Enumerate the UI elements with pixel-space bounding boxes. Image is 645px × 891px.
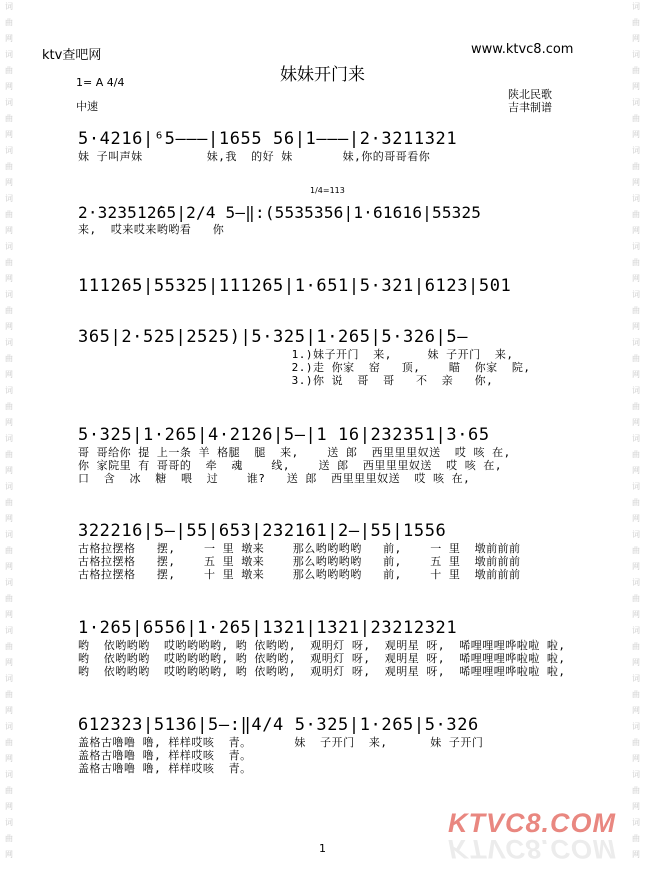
lyric-line: 口 含 冰 糖 喂 过 谁? 送 郎 西里里里奴送 哎 咳 在, — [78, 472, 471, 485]
tempo-text: 中速 — [76, 100, 98, 113]
site-url-right: www.ktvc8.com — [471, 42, 574, 57]
watermark-glyph: 曲 — [5, 786, 13, 795]
watermark-glyph: 词 — [5, 242, 13, 251]
watermark-glyph: 网 — [5, 562, 13, 571]
notation-row: 612323|5136|5—:‖4/4 5·325|1·265|5·326 — [78, 715, 479, 735]
page-number: 1 — [319, 842, 326, 855]
watermark-glyph: 曲 — [632, 306, 640, 315]
watermark-glyph: 网 — [632, 130, 640, 139]
watermark-glyph: 词 — [5, 146, 13, 155]
watermark-glyph: 曲 — [632, 786, 640, 795]
lyric-line: 古格拉摆格 摆, 十 里 墩来 那么哟哟哟哟 前, 十 里 墩前前前 — [78, 568, 521, 581]
watermark-glyph: 网 — [5, 706, 13, 715]
watermark-glyph: 曲 — [5, 546, 13, 555]
watermark-glyph: 网 — [632, 370, 640, 379]
watermark-glyph: 曲 — [632, 66, 640, 75]
watermark-glyph: 网 — [632, 274, 640, 283]
watermark-glyph: 曲 — [632, 210, 640, 219]
watermark-glyph: 词 — [5, 626, 13, 635]
watermark-glyph: 曲 — [5, 642, 13, 651]
arranger-credit: 吉聿制谱 — [508, 101, 552, 114]
watermark-glyph: 网 — [632, 322, 640, 331]
site-name-left: ktv查吧网 — [42, 48, 102, 63]
watermark-glyph: 网 — [632, 706, 640, 715]
watermark-glyph: 曲 — [5, 18, 13, 27]
watermark-glyph: 词 — [632, 2, 640, 11]
notation-row: 5·4216|⁶5———|1655 56|1———|2·3211321 — [78, 129, 458, 149]
watermark-glyph: 词 — [632, 482, 640, 491]
watermark-glyph: 曲 — [632, 114, 640, 123]
watermark-glyph: 曲 — [632, 834, 640, 843]
watermark-glyph: 词 — [632, 626, 640, 635]
watermark-glyph: 网 — [632, 226, 640, 235]
watermark-glyph: 网 — [632, 418, 640, 427]
watermark-glyph: 网 — [632, 562, 640, 571]
watermark-glyph: 曲 — [5, 210, 13, 219]
watermark-glyph: 曲 — [5, 738, 13, 747]
watermark-glyph: 词 — [632, 722, 640, 731]
lyric-line: 你 家院里 有 哥哥的 牵 魂 线, 送 郎 西里里里奴送 哎 咳 在, — [78, 459, 502, 472]
watermark-glyph: 网 — [5, 466, 13, 475]
staff-line-4 — [78, 326, 574, 387]
watermark-glyph: 曲 — [5, 594, 13, 603]
watermark-glyph: 词 — [632, 386, 640, 395]
watermark-glyph: 曲 — [632, 354, 640, 363]
watermark-glyph: 词 — [5, 578, 13, 587]
watermark-glyph: 词 — [632, 146, 640, 155]
watermark-glyph: 词 — [632, 242, 640, 251]
watermark-glyph: 网 — [632, 178, 640, 187]
watermark-glyph: 网 — [5, 418, 13, 427]
watermark-glyph: 词 — [5, 482, 13, 491]
watermark-glyph: 曲 — [5, 402, 13, 411]
lyric-line: 2.)走 你家 窑 顶, 瞄 你家 院, — [78, 361, 531, 374]
key-signature: 1= A 4/4 — [76, 76, 125, 89]
staff-line-1 — [78, 128, 574, 163]
watermark-glyph: 曲 — [5, 114, 13, 123]
notation-row: 1·265|6556|1·265|1321|1321|23212321 — [78, 618, 458, 638]
watermark-glyph: 网 — [632, 466, 640, 475]
watermark-glyph: 网 — [632, 754, 640, 763]
watermark-glyph: 词 — [5, 2, 13, 11]
site-logo — [448, 808, 617, 868]
watermark-glyph: 网 — [632, 610, 640, 619]
watermark-glyph: 词 — [632, 674, 640, 683]
watermark-glyph: 词 — [632, 818, 640, 827]
lyric-line: 3.)你 说 哥 哥 不 亲 你, — [78, 374, 494, 387]
watermark-glyph: 词 — [5, 338, 13, 347]
watermark-glyph: 网 — [5, 178, 13, 187]
watermark-glyph: 曲 — [632, 258, 640, 267]
watermark-glyph: 曲 — [632, 690, 640, 699]
metronome-mark: 1/4=113 — [310, 186, 345, 195]
watermark-glyph: 词 — [632, 578, 640, 587]
staff-line-2 — [78, 201, 574, 236]
watermark-glyph: 网 — [632, 850, 640, 859]
lyric-line: 古格拉摆格 摆, 五 里 墩来 那么哟哟哟哟 前, 五 里 墩前前前 — [78, 555, 521, 568]
watermark-glyph: 词 — [632, 50, 640, 59]
watermark-glyph: 网 — [5, 274, 13, 283]
song-origin: 陕北民歌 — [508, 88, 552, 101]
watermark-glyph: 曲 — [632, 18, 640, 27]
watermark-glyph: 网 — [5, 658, 13, 667]
staff-line-7 — [78, 617, 574, 678]
watermark-glyph: 词 — [5, 290, 13, 299]
logo-text: KTVC8.COM — [448, 808, 617, 838]
watermark-glyph: 曲 — [5, 690, 13, 699]
watermark-glyph: 曲 — [632, 498, 640, 507]
staff-line-6 — [78, 520, 574, 581]
watermark-glyph: 曲 — [632, 162, 640, 171]
watermark-glyph: 词 — [5, 722, 13, 731]
watermark-glyph: 曲 — [5, 306, 13, 315]
notation-row: 322216|5—|55|653|232161|2—|55|1556 — [78, 521, 447, 541]
watermark-glyph: 网 — [632, 514, 640, 523]
watermark-glyph: 曲 — [5, 498, 13, 507]
lyric-line: 哟 依哟哟哟 哎哟哟哟哟, 哟 依哟哟, 观明灯 呀, 观明星 呀, 唏哩哩哩哗啦啦 啦, — [78, 652, 566, 665]
watermark-glyph: 曲 — [5, 162, 13, 171]
lyric-line: 哟 依哟哟哟 哎哟哟哟哟, 哟 依哟哟, 观明灯 呀, 观明星 呀, 唏哩哩哩哗啦啦 啦, — [78, 665, 566, 678]
staff-line-5 — [78, 424, 574, 485]
watermark-glyph: 词 — [5, 770, 13, 779]
lyric-line: 古格拉摆格 摆, 一 里 墩来 那么哟哟哟哟 前, 一 里 墩前前前 — [78, 542, 521, 555]
watermark-glyph: 网 — [5, 130, 13, 139]
watermark-glyph: 网 — [632, 658, 640, 667]
staff-line-8 — [78, 714, 574, 775]
watermark-glyph: 网 — [5, 34, 13, 43]
watermark-glyph: 词 — [5, 98, 13, 107]
watermark-glyph: 词 — [5, 434, 13, 443]
notation-row: 5·325|1·265|4·2126|5—|1 16|232351|3·65 — [78, 425, 490, 445]
lyric-line: 妹 子叫声妹 妹,我 的好 妹 妹,你的哥哥看你 — [78, 150, 431, 163]
lyric-line: 哟 依哟哟哟 哎哟哟哟哟, 哟 依哟哟, 观明灯 呀, 观明星 呀, 唏哩哩哩哗啦啦 啦, — [78, 639, 566, 652]
song-title: 妹妹开门来 — [280, 65, 365, 85]
watermark-glyph: 网 — [632, 34, 640, 43]
watermark-glyph: 词 — [5, 386, 13, 395]
watermark-glyph: 曲 — [5, 450, 13, 459]
watermark-glyph: 网 — [5, 322, 13, 331]
lyric-line: 哥 哥给你 提 上一条 羊 格腿 腿 来, 送 郎 西里里里奴送 哎 咳 在, — [78, 446, 511, 459]
watermark-glyph: 词 — [5, 674, 13, 683]
lyric-line: 盖格古噜噜 噜, 样样哎咳 青。 妹 子开门 来, 妹 子开门 — [78, 736, 484, 749]
watermark-glyph: 曲 — [632, 738, 640, 747]
watermark-glyph: 词 — [632, 434, 640, 443]
watermark-column-left — [2, 0, 16, 891]
lyric-line: 盖格古噜噜 噜, 样样哎咳 青。 — [78, 749, 252, 762]
watermark-glyph: 曲 — [632, 450, 640, 459]
watermark-glyph: 曲 — [5, 834, 13, 843]
watermark-glyph: 网 — [632, 82, 640, 91]
watermark-glyph: 曲 — [632, 642, 640, 651]
watermark-glyph: 曲 — [632, 594, 640, 603]
watermark-glyph: 曲 — [5, 354, 13, 363]
watermark-glyph: 网 — [5, 514, 13, 523]
watermark-glyph: 词 — [632, 530, 640, 539]
watermark-glyph: 网 — [5, 802, 13, 811]
watermark-glyph: 网 — [632, 802, 640, 811]
lyric-line: 1.)妹子开门 来, 妹 子开门 来, — [78, 348, 514, 361]
watermark-glyph: 网 — [5, 82, 13, 91]
watermark-glyph: 词 — [632, 194, 640, 203]
watermark-glyph: 词 — [632, 770, 640, 779]
watermark-glyph: 网 — [5, 754, 13, 763]
watermark-glyph: 曲 — [5, 66, 13, 75]
watermark-glyph: 曲 — [632, 546, 640, 555]
watermark-glyph: 网 — [5, 610, 13, 619]
notation-row: 2·323512̇65|2/4 5—‖:(5535356|1·61616|55325 — [78, 202, 482, 222]
watermark-glyph: 词 — [5, 818, 13, 827]
watermark-glyph: 网 — [5, 226, 13, 235]
watermark-glyph: 词 — [5, 50, 13, 59]
staff-line-3 — [78, 275, 574, 297]
lyric-line: 盖格古噜噜 噜, 样样哎咳 青。 — [78, 762, 252, 775]
notation-row: 365|2·525|2525)|5·325|1·265|5·326|5— — [78, 327, 469, 347]
lyric-line: 来, 哎来哎来哟哟看 你 — [78, 223, 225, 236]
watermark-glyph: 曲 — [632, 402, 640, 411]
watermark-glyph: 词 — [5, 194, 13, 203]
watermark-glyph: 词 — [5, 530, 13, 539]
notation-row: 111265|55325|111265|1·651|5·321|6123|501 — [78, 276, 512, 296]
watermark-glyph: 网 — [5, 850, 13, 859]
watermark-column-right — [629, 0, 643, 891]
watermark-glyph: 网 — [5, 370, 13, 379]
logo-reflection: KTVC8.COM — [448, 834, 617, 864]
watermark-glyph: 词 — [632, 338, 640, 347]
watermark-glyph: 词 — [632, 290, 640, 299]
watermark-glyph: 词 — [632, 98, 640, 107]
watermark-glyph: 曲 — [5, 258, 13, 267]
